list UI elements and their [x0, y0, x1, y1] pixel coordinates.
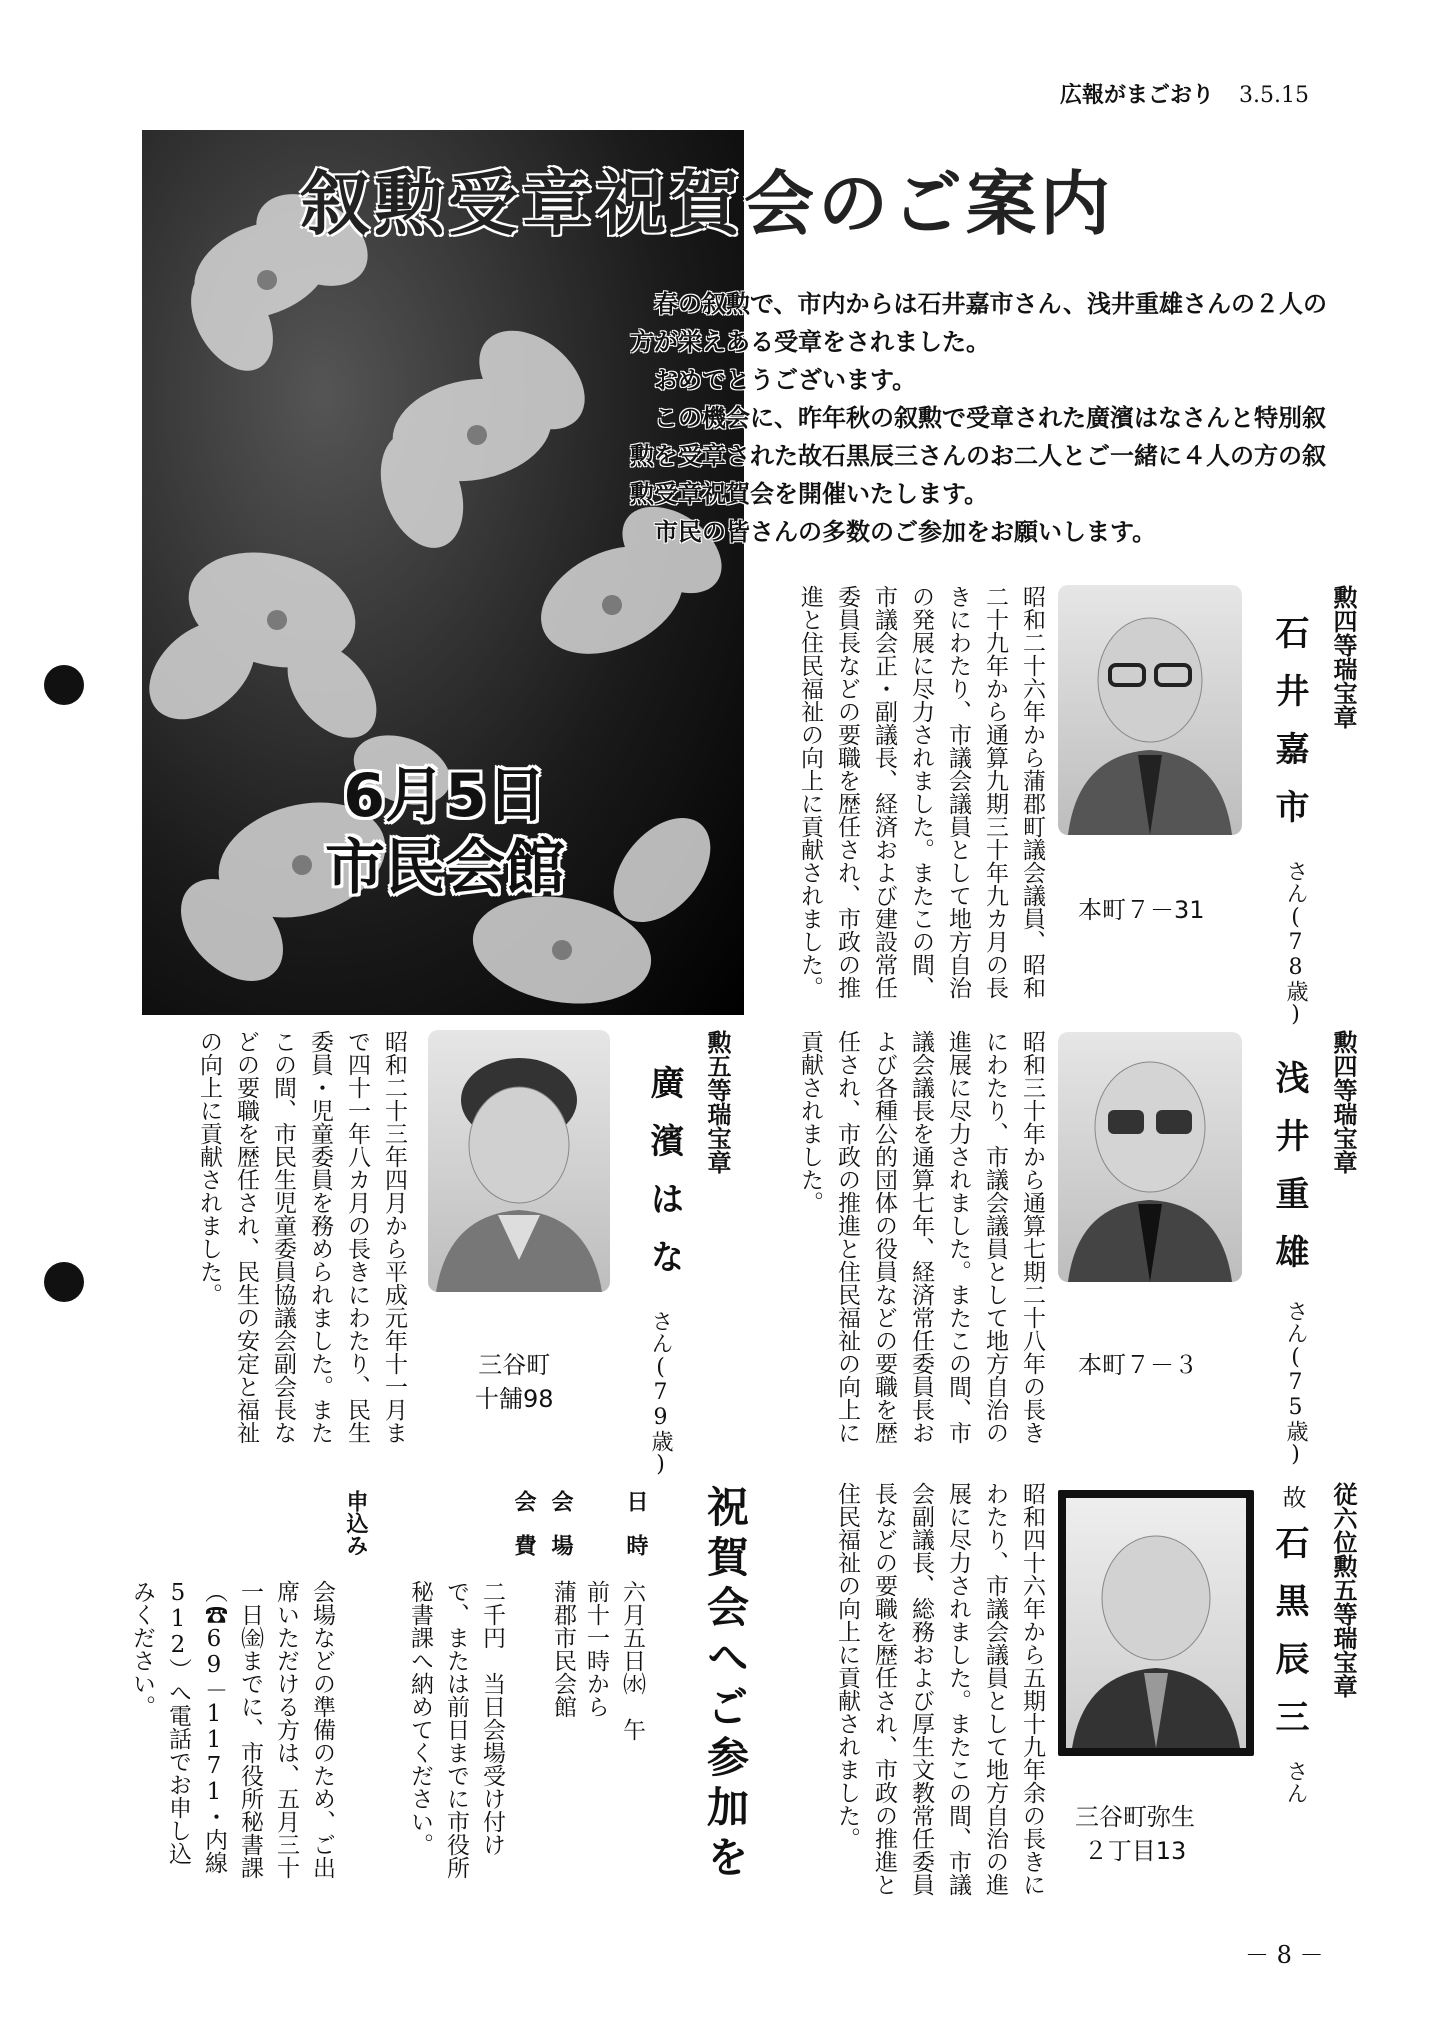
page-title: 叙勲受章祝賀会のご案内	[300, 163, 1114, 245]
party-date-value: 六月五日㈬ 午前十一時から	[583, 1580, 645, 1741]
person-icon	[1058, 585, 1242, 835]
portrait-3	[428, 1030, 610, 1292]
honoree-address-1: 本町７－31	[1078, 896, 1205, 924]
party-venue-label: 会 場	[548, 1490, 573, 1556]
publication-name: 広報がまごおり	[1060, 83, 1215, 108]
honoree-bio-3: 昭和二十三年四月から平成元年十一月まで四十一年八カ月の長きにわたり、民生委員・児童委員を務められました。またこの間、市民生児童委員協議会副会長などの要職を歴任され、民生の安定と福祉の向上に貢献されました。	[196, 1030, 407, 1444]
intro-paragraph-1: 春の叙勲で、市内からは石井嘉市さん、浅井重雄さんの２人の方が栄えある受章をされました。	[630, 290, 1327, 356]
intro-paragraph-3: この機会に、昨年秋の叙勲で受章された廣濱はなさんと特別叙勲を受章された故石黒辰三さんのお二人とご一緒に４人の方の叙勲受章祝賀会を開催いたします。	[630, 404, 1326, 508]
honoree-name-3: 廣濱はな	[644, 1065, 684, 1297]
honoree-age-3: (79歳)	[648, 1355, 673, 1477]
party-venue-value: 蒲郡市民会館	[550, 1580, 576, 1718]
portrait-2	[1058, 1032, 1242, 1282]
honoree-san-3: さん	[648, 1310, 673, 1354]
issue-date: 3.5.15	[1239, 83, 1309, 108]
honoree-address-3	[475, 1348, 554, 1416]
honoree-address-3-line2: 十舗98	[475, 1385, 554, 1413]
party-fee-label: 会 費	[511, 1490, 536, 1556]
person-icon	[1066, 1498, 1246, 1748]
award-name-2: 勲四等瑞宝章	[1329, 1030, 1357, 1174]
portrait-4	[1058, 1490, 1254, 1756]
honoree-address-4-line1: 三谷町弥生	[1075, 1803, 1195, 1831]
honoree-san-2: さん	[1283, 1300, 1308, 1344]
honoree-age-1: (78歳)	[1283, 905, 1308, 1027]
punch-hole-top	[44, 665, 84, 705]
punch-hole-bottom	[44, 1262, 84, 1302]
event-venue: 市民会館	[325, 833, 565, 903]
honoree-address-3-line1: 三谷町	[478, 1351, 551, 1379]
honoree-san-4: さん	[1283, 1760, 1308, 1804]
honoree-address-2: 本町７－３	[1078, 1351, 1198, 1379]
honoree-name-2: 浅井重雄	[1269, 1060, 1309, 1292]
honoree-name-4: 石黒辰三	[1269, 1525, 1309, 1757]
honoree-name-1: 石井嘉市	[1269, 615, 1309, 847]
intro-paragraph-2: おめでとうございます。	[654, 366, 917, 394]
party-apply-label: 申込み	[343, 1490, 368, 1556]
party-apply-value: 会場などの準備のため、ご出席いただける方は、五月三十一日㈮までに、市役所秘書課（☎69－1171・内線512）へ電話でお申し込みください。	[129, 1580, 335, 1879]
page-header	[1060, 78, 1309, 109]
party-date-label: 日 時	[623, 1490, 648, 1556]
intro-text	[630, 285, 1330, 551]
honoree-age-2: (75歳)	[1283, 1345, 1308, 1467]
honoree-prefix-4: 故	[1278, 1485, 1306, 1509]
person-icon	[428, 1030, 610, 1292]
party-section-title: 祝賀会へご参加を	[701, 1485, 750, 1885]
person-icon	[1058, 1032, 1242, 1282]
party-fee-value: 二千円 当日会場受け付けで、または前日までに市役所秘書課へ納めてください。	[407, 1580, 505, 1879]
honoree-bio-2: 昭和三十年から通算七期二十八年の長きにわたり、市議会議員として地方自治の進展に尽力されました。またこの間、市議会議長を通算七年、経済常任委員長および各種公的団体の役員などの要職を歴任され、市政の推進と住民福祉の向上に貢献されました。	[797, 1030, 1045, 1444]
honoree-address-4	[1075, 1800, 1195, 1868]
award-name-3: 勲五等瑞宝章	[703, 1030, 731, 1174]
page-number: － 8 －	[1245, 1941, 1324, 1969]
award-name-1: 勲四等瑞宝章	[1329, 585, 1357, 729]
honoree-address-4-line2: ２丁目13	[1083, 1837, 1187, 1865]
portrait-1	[1058, 585, 1242, 835]
event-date: 6月5日	[343, 761, 547, 831]
event-info	[325, 760, 565, 904]
intro-paragraph-4: 市民の皆さんの多数のご参加をお願いします。	[654, 518, 1157, 546]
honoree-san-1: さん	[1283, 860, 1308, 904]
honoree-bio-4: 昭和四十六年から五期十九年余の長きにわたり、市議会議員として地方自治の進展に尽力されました。またこの間、市議会副議長、総務および厚生文教常任委員長などの要職を歴任され、市政の推進と住民福祉の向上に貢献されました。	[834, 1482, 1045, 1896]
honoree-bio-1: 昭和二十六年から蒲郡町議会議員、昭和二十九年から通算九期三十年九カ月の長きにわたり、市議会議員として地方自治の発展に尽力されました。またこの間、市議会正・副議長、経済および建設常任委員長などの要職を歴任され、市政の推進と住民福祉の向上に貢献されました。	[797, 585, 1045, 999]
award-name-4: 従六位勲五等瑞宝章	[1329, 1482, 1357, 1698]
